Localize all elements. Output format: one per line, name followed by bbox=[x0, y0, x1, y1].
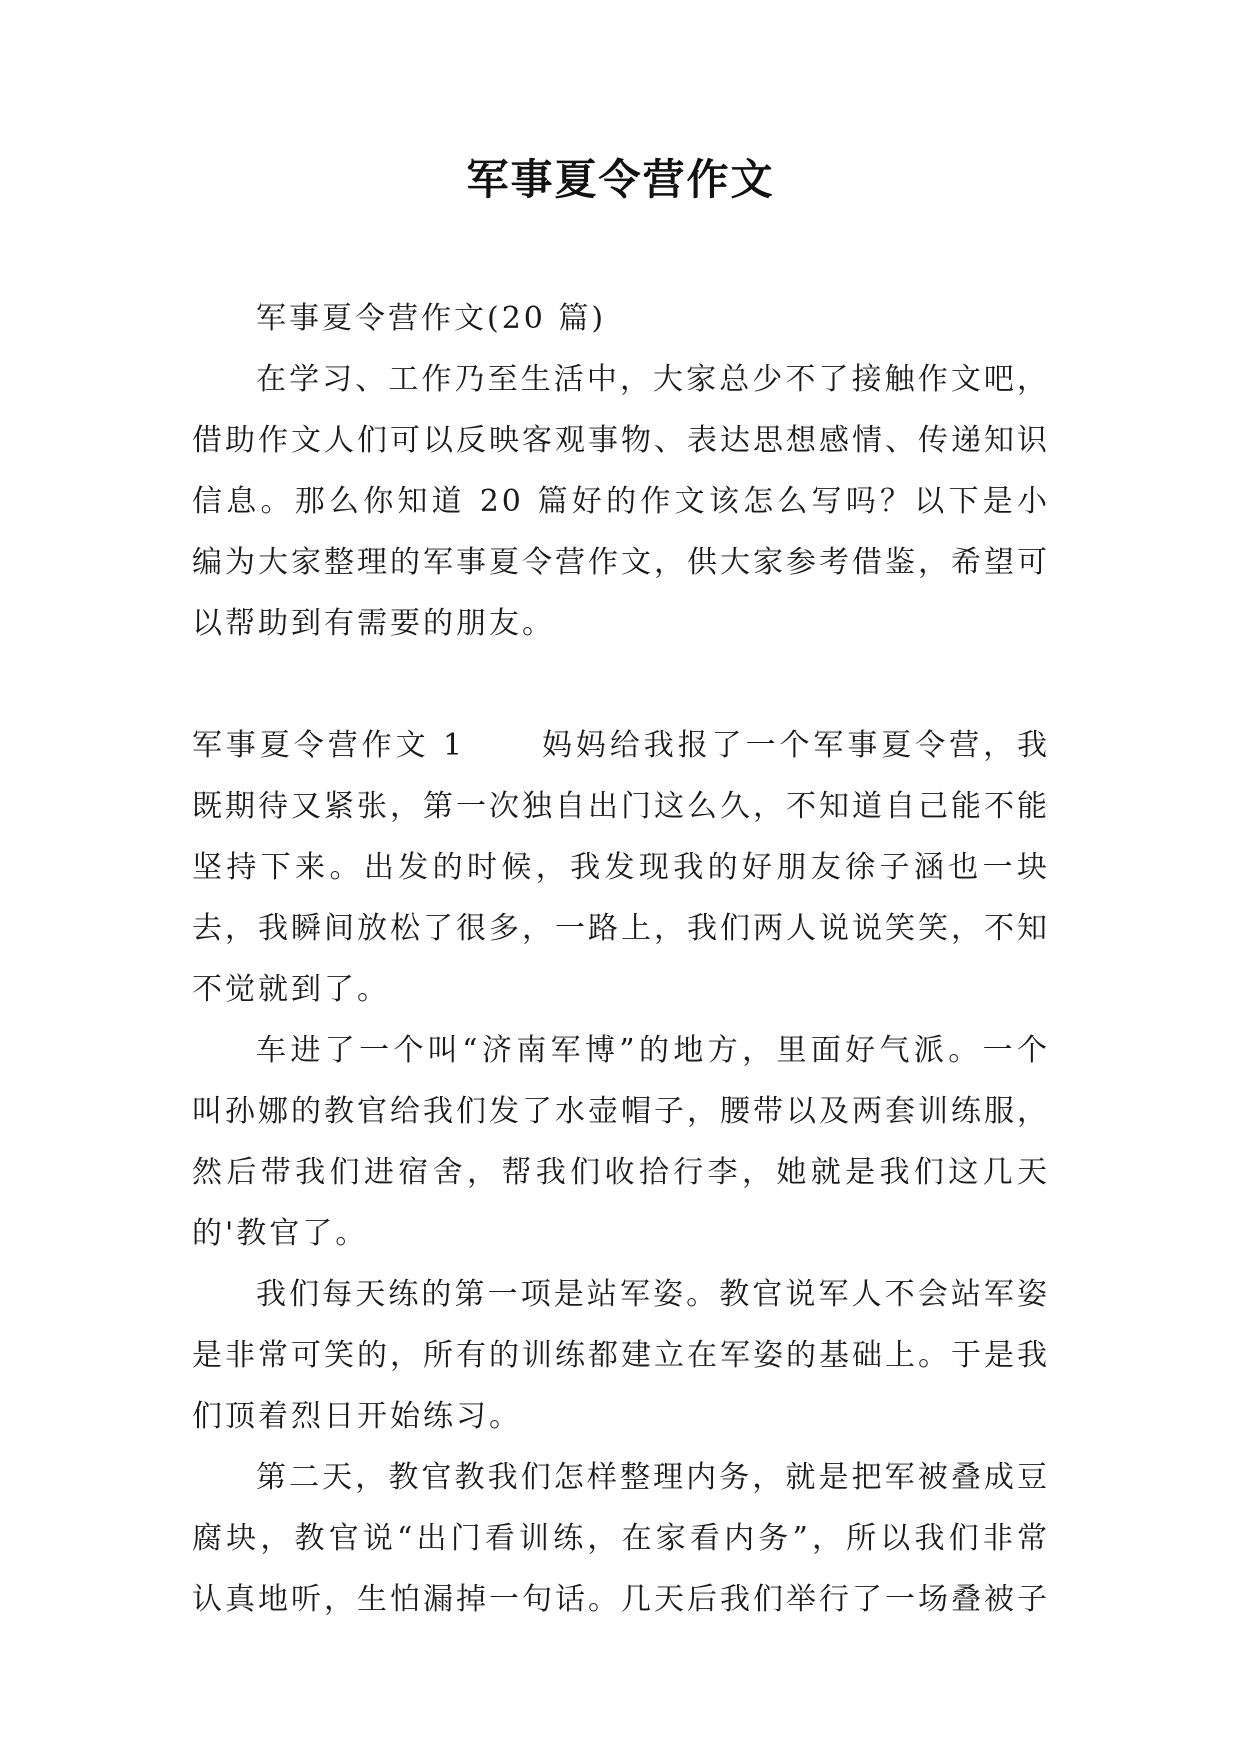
section-gap bbox=[192, 654, 1050, 715]
essay-1-first-paragraph-text: 妈妈给我报了一个军事夏令营，我既期待又紧张，第一次独自出门这么久，不知道自己能不能坚持下来。出发的时候，我发现我的好朋友徐子涵也一块去，我瞬间放松了很多，一路上，我们两人说说笑笑，不知不觉就到了。 bbox=[192, 728, 1051, 1007]
essay-1-first-paragraph bbox=[192, 715, 1050, 1020]
document-body bbox=[192, 288, 1050, 1630]
document-subtitle: 军事夏令营作文(20 篇) bbox=[256, 301, 607, 336]
document-title: 军事夏令营作文 bbox=[466, 155, 775, 204]
essay-1-paragraph-2: 车进了一个叫“济南军博”的地方，里面好气派。一个叫孙娜的教官给我们发了水壶帽子，腰带以及两套训练服，然后带我们进宿舍，帮我们收拾行李，她就是我们这几天的'教官了。 bbox=[192, 1033, 1050, 1251]
intro-paragraph: 在学习、工作乃至生活中，大家总少不了接触作文吧，借助作文人们可以反映客观事物、表达思想感情、传递知识信息。那么你知道 20 篇好的作文该怎么写吗？以下是小编为大家整理的军事夏令营作文，供大家参考借鉴，希望可以帮助到有需要的朋友。 bbox=[192, 362, 1050, 641]
essay-1-paragraph-3: 我们每天练的第一项是站军姿。教官说军人不会站军姿是非常可笑的，所有的训练都建立在军姿的基础上。于是我们顶着烈日开始练习。 bbox=[192, 1277, 1050, 1434]
essay-1-heading: 军事夏令营作文 1 bbox=[192, 728, 466, 763]
essay-1-paragraph-4: 第二天，教官教我们怎样整理内务，就是把军被叠成豆腐块，教官说“出门看训练，在家看内务”，所以我们非常认真地听，生怕漏掉一句话。几天后我们举行了一场叠被子 bbox=[192, 1460, 1050, 1617]
